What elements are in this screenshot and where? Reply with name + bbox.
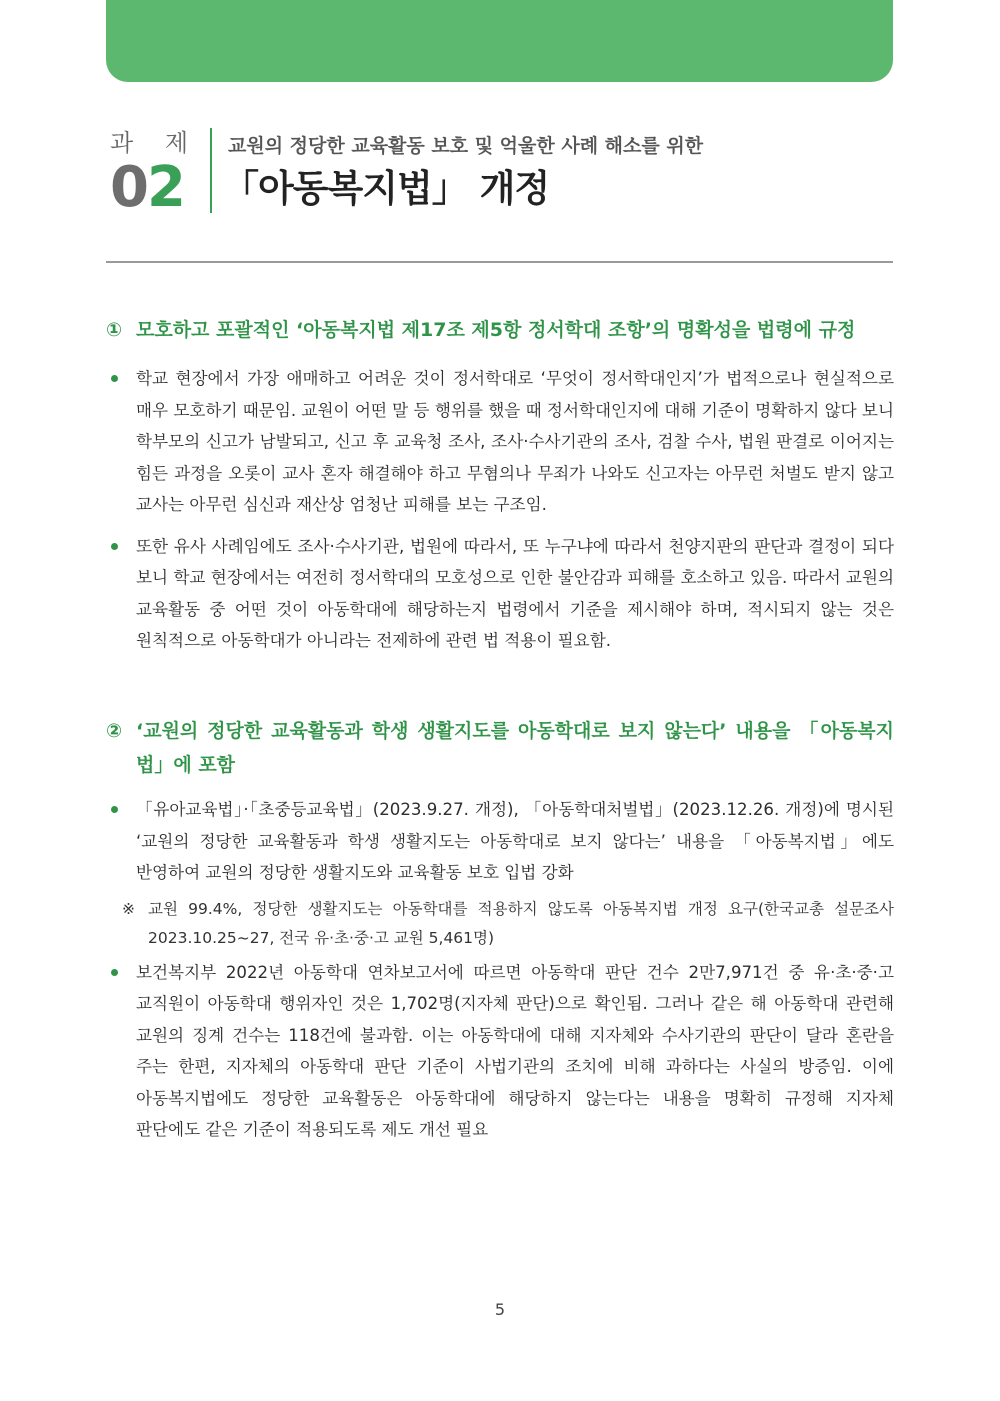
note-mark: ※ xyxy=(122,899,135,918)
footnote-text: 교원 99.4%, 정당한 생활지도는 아동학대를 적용하지 않도록 아동복지법 개정 요구(한국교총 설문조사 2023.10.25~27, 전국 유·초·중·고 교원 5,461명) xyxy=(148,899,894,947)
task-number-prefix: 0 xyxy=(110,155,147,220)
bullet-icon xyxy=(106,531,136,657)
list-item-text: 「유아교육법」·「초중등교육법」(2023.9.27. 개정), 「아동학대처벌법」(2023.12.26. 개정)에 명시된 ‘교원의 정당한 교육활동과 학생 생활지도는 아동학대로 보지 않다는’ 내용을 「아동복지법」에도 반영하여 교원의 정당한 생활지도와 교육활동 보호 입법 강화 xyxy=(136,800,894,882)
section-2-heading-text: ‘교원의 정당한 교육활동과 학생 생활지도를 아동학대로 보지 않는다’ 내용을 「아동복지법」에 포함 xyxy=(136,720,894,776)
title-divider xyxy=(210,128,212,213)
list-item xyxy=(106,957,894,1146)
page-subtitle: 교원의 정당한 교육활동 보호 및 억울한 사례 해소를 위한 xyxy=(228,135,704,157)
task-number xyxy=(110,155,210,220)
page-number: 5 xyxy=(494,1300,506,1319)
section-1 xyxy=(106,313,894,657)
section-1-number: ① xyxy=(106,319,123,341)
list-item xyxy=(106,794,894,889)
bullet-icon xyxy=(106,794,136,889)
task-label: 과 제 xyxy=(110,129,200,157)
list-item-text: 또한 유사 사례임에도 조사·수사기관, 법원에 따라서, 또 누구냐에 따라서 천양지판의 판단과 결정이 되다 보니 학교 현장에서는 여전히 정서학대의 모호성으로 인한 불안감과 피해를 호소하고 있음. 따라서 교원의 교육활동 중 어떤 것이 아동학대에 해당하는지 법령에서 기준을 제시해야 하며, 적시되지 않는 것은 원칙적으로 아동학대가 아니라는 전제하에 관련 법 적용이 필요함. xyxy=(136,536,894,650)
task-block xyxy=(110,128,210,220)
page-title: 「아동복지법」 개정 xyxy=(222,167,550,210)
task-number-suffix: 2 xyxy=(146,155,184,220)
section-1-heading xyxy=(106,313,894,347)
top-banner xyxy=(106,0,893,82)
list-item xyxy=(106,363,894,521)
footnote xyxy=(106,895,894,953)
list-item xyxy=(106,531,894,657)
section-2 xyxy=(106,714,894,1146)
section-2-number: ② xyxy=(106,720,123,742)
header-rule xyxy=(106,261,893,263)
section-2-heading xyxy=(106,714,894,782)
bullet-icon xyxy=(106,957,136,1146)
section-1-heading-text: 모호하고 포괄적인 ‘아동복지법 제17조 제5항 정서학대 조항’의 명확성을 법령에 규정 xyxy=(136,319,856,341)
list-item-text: 보건복지부 2022년 아동학대 연차보고서에 따르면 아동학대 판단 건수 2만7,971건 중 유·초·중·고 교직원이 아동학대 행위자인 것은 1,702명(지자체 판단)으로 확인됨. 그러나 같은 해 아동학대 관련해 교원의 징계 건수는 118건에 불과함. 이는 아동학대에 대해 지자체와 수사기관의 판단이 달라 혼란을 주는 한편, 지자체의 아동학대 판단 기준이 사법기관의 조치에 비해 과하다는 사실의 방증임. 이에 아동복지법에도 정당한 교육활동은 아동학대에 해당하지 않는다는 내용을 명확히 규정해 지자체 판단에도 같은 기준이 적용되도록 제도 개선 필요 xyxy=(136,962,894,1139)
list-item-text: 학교 현장에서 가장 애매하고 어려운 것이 정서학대로 ‘무엇이 정서학대인지’가 법적으로나 현실적으로 매우 모호하기 때문임. 교원이 어떤 말 등 행위를 했을 때 정서학대인지에 대해 기준이 명확하지 않다 보니 학부모의 신고가 남발되고, 신고 후 교육청 조사, 조사·수사기관의 조사, 검찰 수사, 법원 판결로 이어지는 힘든 과정을 오롯이 교사 혼자 해결해야 하고 무혐의나 무죄가 나와도 신고자는 아무런 처벌도 받지 않고 교사는 아무런 심신과 재산상 엄청난 피해를 보는 구조임. xyxy=(136,369,894,514)
bullet-icon xyxy=(106,363,136,521)
